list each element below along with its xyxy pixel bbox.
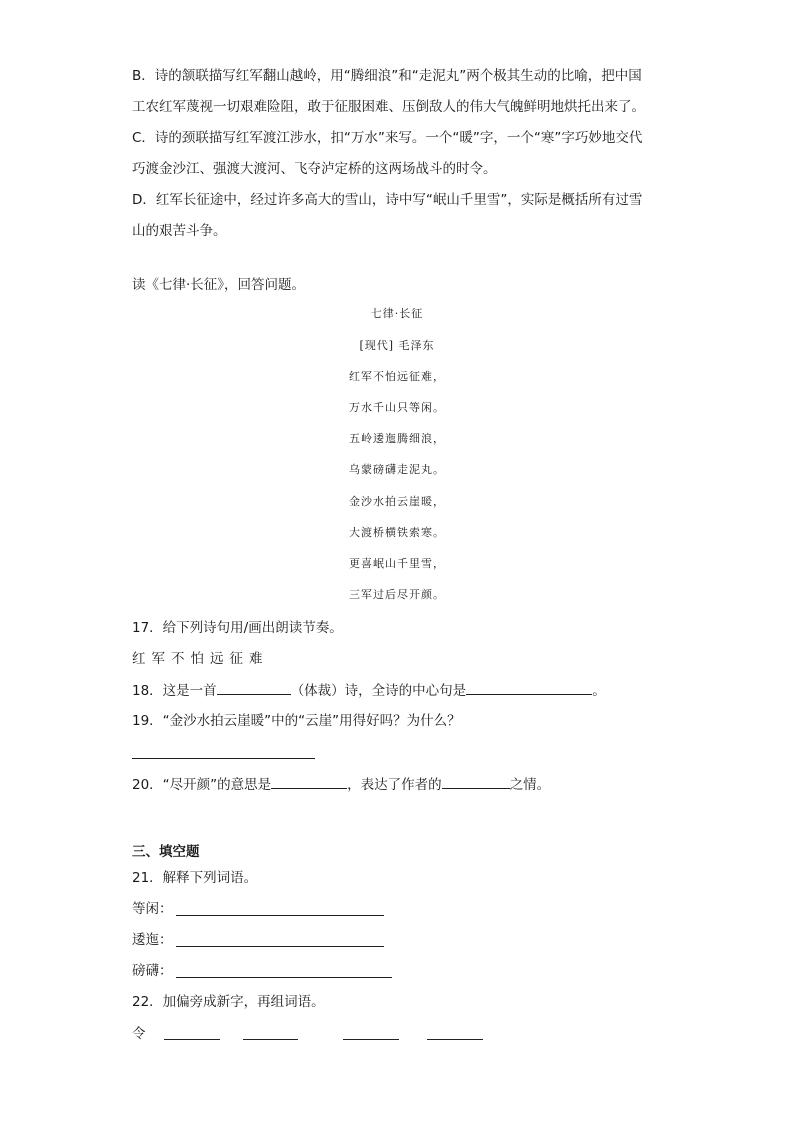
q18-part3: 。: [592, 683, 606, 699]
q18-center-sentence-blank[interactable]: [466, 680, 592, 695]
q21-term-pangbo: 磅礴：: [132, 963, 173, 979]
poem-title: 七律·长征: [370, 307, 424, 320]
poem-line: 五岭逶迤腾细浪，: [349, 432, 445, 445]
option-d-line1: D．红军长征途中，经过许多高大的雪山，诗中写“岷山千里雪”，实际是概括所有过雪: [132, 192, 643, 208]
q20-part1: 20．“尽开颜”的意思是: [132, 777, 272, 793]
section-heading: 三、填空题: [132, 844, 200, 860]
q19-answer-line[interactable]: [132, 757, 315, 759]
q19-text: 19．“金沙水拍云崖暖”中的“云崖”用得好吗？为什么？: [132, 713, 461, 729]
poem-author: [现代] 毛泽东: [359, 339, 435, 352]
q20: [132, 774, 550, 795]
q22-base-char: 令: [132, 1026, 146, 1042]
q18-part1: 18．这是一首: [132, 683, 217, 699]
q22-blank-3[interactable]: [343, 1038, 399, 1040]
q22-text: 22．加偏旁成新字，再组词语。: [132, 994, 325, 1010]
q20-part3: 之情。: [509, 777, 551, 793]
q21-text: 21．解释下列词语。: [132, 870, 258, 886]
q20-part2: ，表达了作者的: [347, 777, 442, 793]
q21-answer-line-3[interactable]: [176, 976, 392, 978]
q18: [132, 680, 606, 701]
poem-line: 乌蒙磅礴走泥丸。: [349, 463, 445, 476]
q22-blank-1[interactable]: [164, 1038, 220, 1040]
reading-prompt: 读《七律·长征》，回答问题。: [132, 277, 306, 293]
option-b-line2: 工农红军蔑视一切艰难险阻，敢于征服困难、压倒敌人的伟大气魄鲜明地烘托出来了。: [132, 99, 645, 115]
option-d-line2: 山的艰苦斗争。: [132, 223, 227, 239]
poem-line: 金沙水拍云崖暖，: [349, 495, 445, 508]
q20-meaning-blank[interactable]: [271, 774, 347, 789]
poem-line: 万水千山只等闲。: [349, 401, 445, 414]
option-c-line2: 巧渡金沙江、强渡大渡河、飞夺泸定桥的这两场战斗的时令。: [132, 161, 497, 177]
q21-answer-line-2[interactable]: [176, 945, 384, 947]
q20-emotion-blank[interactable]: [442, 774, 510, 789]
poem-line: 大渡桥横铁索寒。: [349, 526, 445, 539]
q17-poem-line: 红军不怕远征难: [132, 651, 269, 667]
q22-blank-2[interactable]: [243, 1038, 298, 1040]
option-c-line1: C．诗的颈联描写红军渡江涉水，扣“万水”来写。一个“暖”字，一个“寒”字巧妙地交代: [132, 130, 643, 146]
q21-term-weiyi: 逶迤：: [132, 932, 173, 948]
poem-line: 更喜岷山千里雪，: [349, 557, 445, 570]
q21-term-dengxian: 等闲：: [132, 901, 173, 917]
option-b-line1: B．诗的颔联描写红军翻山越岭，用“腾细浪”和“走泥丸”两个极其生动的比喻，把中国: [132, 68, 642, 84]
q17-text: 17．给下列诗句用/画出朗读节奏。: [132, 620, 343, 636]
q18-part2: （体裁）诗，全诗的中心句是: [290, 683, 467, 699]
q21-answer-line-1[interactable]: [176, 914, 384, 916]
q18-genre-blank[interactable]: [217, 680, 291, 695]
poem-line: 三军过后尽开颜。: [349, 588, 445, 601]
q22-blank-4[interactable]: [427, 1038, 483, 1040]
poem-line: 红军不怕远征难，: [349, 370, 445, 383]
